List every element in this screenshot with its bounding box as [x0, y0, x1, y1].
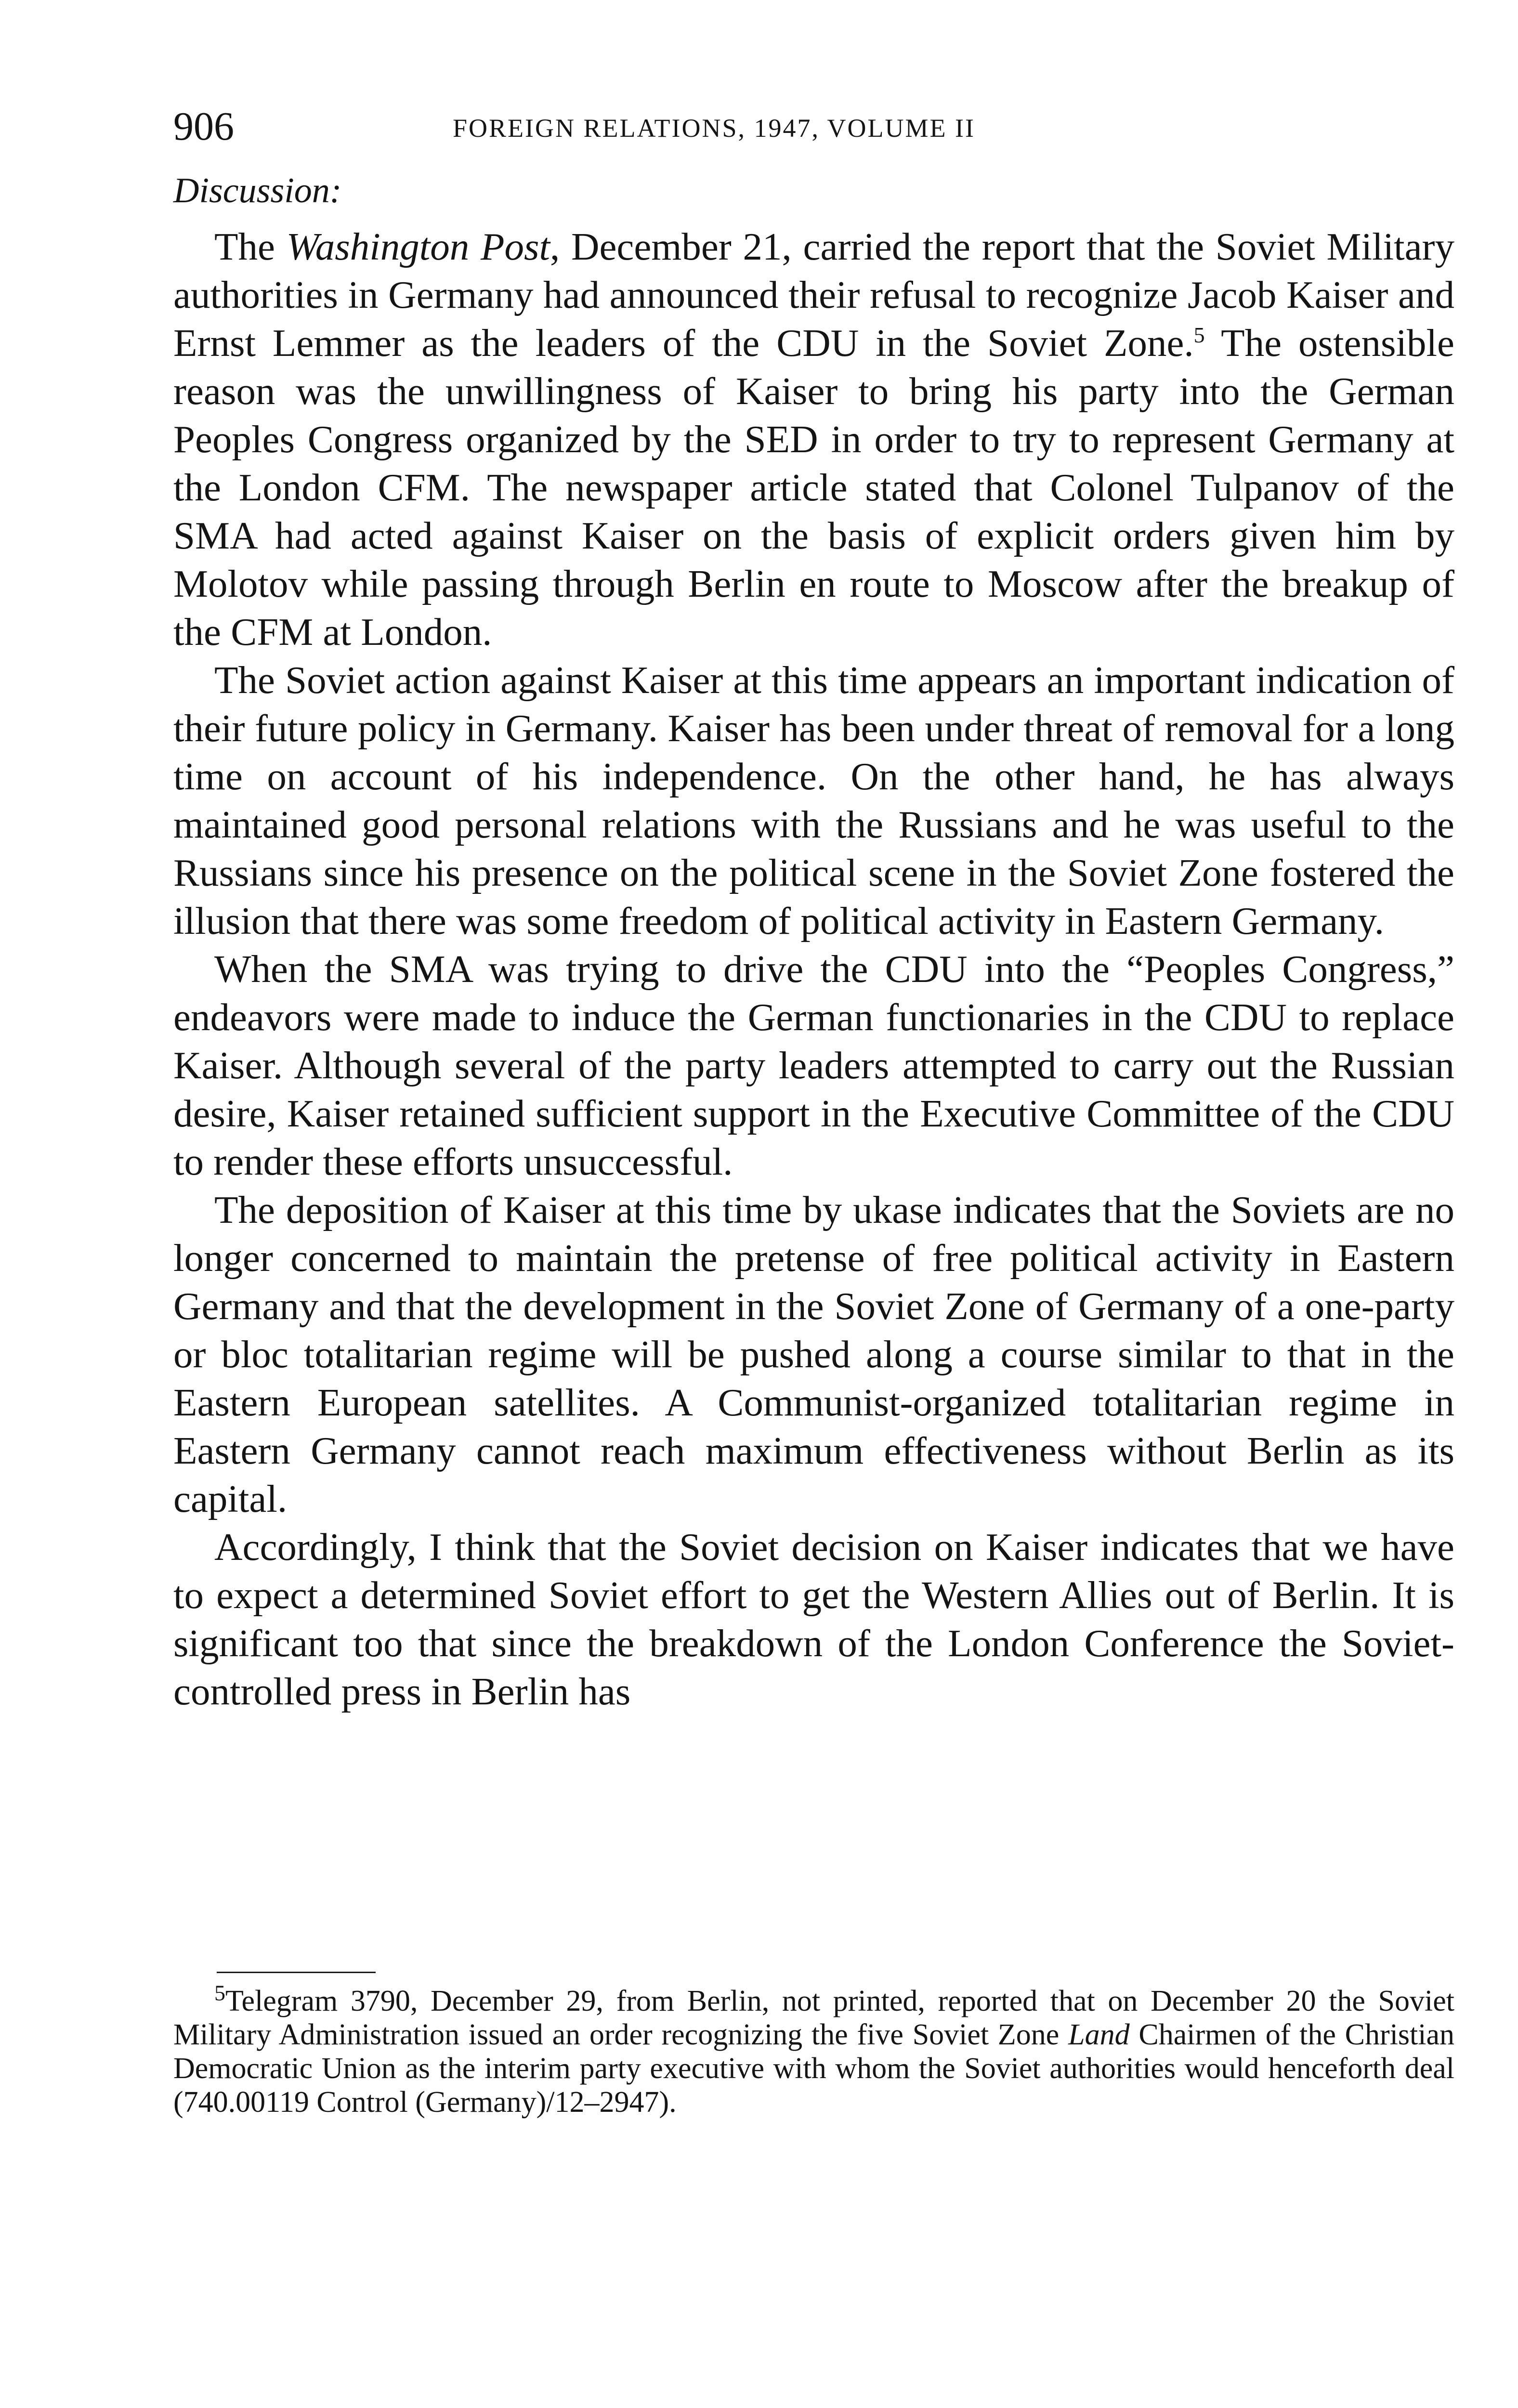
paragraph-1: [173, 222, 1454, 656]
footnote-marker: 5: [214, 1980, 225, 2005]
page-number: 906: [173, 104, 234, 149]
section-heading: Discussion:: [173, 171, 342, 210]
paragraph-1-text: , December 21, carried the report that the Soviet Military authorities in Germany had announced their refusal to recognize Jacob Kaiser and Ernst Lemmer as the leaders of the CDU in the Soviet Zone.: [173, 225, 1454, 365]
paragraph-1-lead: The: [214, 225, 287, 268]
footnote-divider: [217, 1972, 376, 1973]
footnote-land: Land: [1068, 2018, 1130, 2051]
footnote-reference: 5: [1193, 323, 1205, 347]
footnote: [173, 1980, 1454, 2119]
newspaper-title: Washington Post: [286, 225, 550, 268]
paragraph-5: Accordingly, I think that the Soviet decision on Kaiser indicates that we have to expect a determined Soviet effort to get the Western Allies out of Berlin. It is significant too that since the breakdown of the London Conference the Soviet-controlled press in Berlin has: [173, 1525, 1454, 1713]
paragraph-1-tail: The ostensible reason was the unwillingness of Kaiser to bring his party into the German Peoples Congress organized by the SED in order to try to represent Germany at the London CFM. The newspaper article stated that Colonel Tulpanov of the SMA had acted against Kaiser on the basis of explicit orders given him by Molotov while passing through Berlin en route to Moscow after the breakup of the CFM at London.: [173, 321, 1454, 654]
footnote-text-tail: Chairmen of the Christian Democratic Union as the interim party executive with whom the Soviet authorities would henceforth deal (740.00119 Control (Germany)/12–2947).: [173, 2018, 1454, 2119]
body-text: [173, 170, 1454, 1715]
running-title: FOREIGN RELATIONS, 1947, VOLUME II: [453, 114, 975, 143]
running-head: [173, 105, 1454, 148]
paragraph-4: The deposition of Kaiser at this time by ukase indicates that the Soviets are no longer concerned to maintain the pretense of free political activity in Eastern Germany and that the development in the Soviet Zone of Germany of a one-party or bloc totalitarian regime will be pushed along a course similar to that in the Eastern European satellites. A Communist-organized totalitarian regime in Eastern Germany cannot reach maximum effectiveness without Berlin as its capital.: [173, 1188, 1454, 1520]
paragraph-3: When the SMA was trying to drive the CDU into the “Peoples Congress,” endeavors were made to induce the German functionaries in the CDU to replace Kaiser. Although several of the party leaders attempted to carry out the Russian desire, Kaiser retained sufficient support in the Executive Committee of the CDU to render these efforts unsuccessful.: [173, 947, 1454, 1183]
paragraph-2: The Soviet action against Kaiser at this time appears an important indication of their future policy in Germany. Kaiser has been under threat of removal for a long time on account of his independence. On the other hand, he has always maintained good personal relations with the Russians and he was useful to the Russians since his presence on the political scene in the Soviet Zone fostered the illusion that there was some freedom of political activity in Eastern Germany.: [173, 658, 1454, 942]
footnote-text: Telegram 3790, December 29, from Berlin, not printed, reported that on December 20 the Soviet Military Administration issued an order recognizing the five Soviet Zone: [173, 1985, 1454, 2051]
